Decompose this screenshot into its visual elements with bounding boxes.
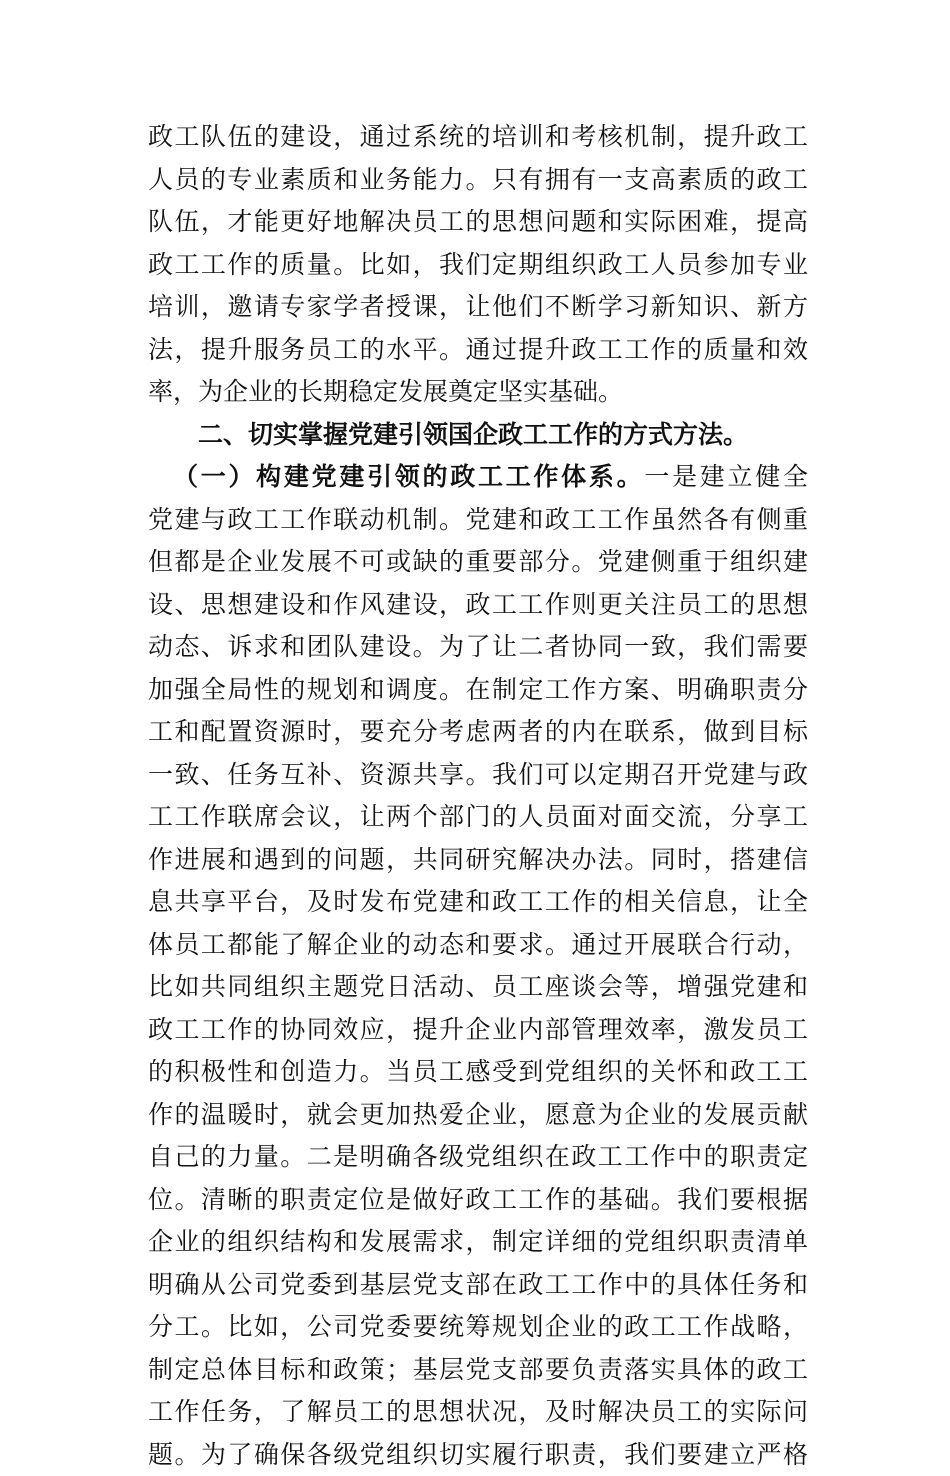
text-line: 但都是企业发展不可或缺的重要部分。党建侧重于组织建 bbox=[148, 541, 808, 584]
text-line: 比如共同组织主题党日活动、员工座谈会等，增强党建和 bbox=[148, 966, 808, 1009]
body-text bbox=[148, 116, 808, 1476]
text-line: 明确从公司党委到基层党支部在政工工作中的具体任务和 bbox=[148, 1264, 808, 1307]
text-line: 体员工都能了解企业的动态和要求。通过开展联合行动， bbox=[148, 924, 808, 967]
text-line: 工工作联席会议，让两个部门的人员面对面交流，分享工 bbox=[148, 796, 808, 839]
subsection-title: （一）构建党建引领的政工工作体系。 bbox=[173, 462, 644, 491]
subsection-first-line bbox=[148, 456, 808, 499]
text-line: 工作任务，了解员工的思想状况，及时解决员工的实际问 bbox=[148, 1391, 808, 1434]
section-heading: 二、切实掌握党建引领国企政工工作的方式方法。 bbox=[148, 414, 808, 457]
text-line: 的积极性和创造力。当员工感受到党组织的关怀和政工工 bbox=[148, 1051, 808, 1094]
text-line: 政工工作的质量。比如，我们定期组织政工人员参加专业 bbox=[148, 244, 808, 287]
text-line: 政工队伍的建设，通过系统的培训和考核机制，提升政工 bbox=[148, 116, 808, 159]
text-line: 动态、诉求和团队建设。为了让二者协同一致，我们需要 bbox=[148, 626, 808, 669]
text-line: 题。为了确保各级党组织切实履行职责，我们要建立严格 bbox=[148, 1434, 808, 1476]
text-line: 党建与政工工作联动机制。党建和政工工作虽然各有侧重 bbox=[148, 499, 808, 542]
text-line: 工和配置资源时，要充分考虑两者的内在联系，做到目标 bbox=[148, 711, 808, 754]
text-line: 队伍，才能更好地解决员工的思想问题和实际困难，提高 bbox=[148, 201, 808, 244]
subsection-first-line-rest: 一是建立健全 bbox=[644, 462, 808, 491]
text-line: 一致、任务互补、资源共享。我们可以定期召开党建与政 bbox=[148, 754, 808, 797]
text-line: 作进展和遇到的问题，共同研究解决办法。同时，搭建信 bbox=[148, 839, 808, 882]
text-line: 作的温暖时，就会更加热爱企业，愿意为企业的发展贡献 bbox=[148, 1094, 808, 1137]
text-line: 制定总体目标和政策；基层党支部要负责落实具体的政工 bbox=[148, 1349, 808, 1392]
text-line: 企业的组织结构和发展需求，制定详细的党组织职责清单 bbox=[148, 1221, 808, 1264]
text-line: 法，提升服务员工的水平。通过提升政工工作的质量和效 bbox=[148, 329, 808, 372]
text-line: 政工工作的协同效应，提升企业内部管理效率，激发员工 bbox=[148, 1009, 808, 1052]
text-line: 息共享平台，及时发布党建和政工工作的相关信息，让全 bbox=[148, 881, 808, 924]
text-line: 率，为企业的长期稳定发展奠定坚实基础。 bbox=[148, 371, 808, 414]
text-line: 人员的专业素质和业务能力。只有拥有一支高素质的政工 bbox=[148, 159, 808, 202]
text-line: 位。清晰的职责定位是做好政工工作的基础。我们要根据 bbox=[148, 1179, 808, 1222]
text-line: 培训，邀请专家学者授课，让他们不断学习新知识、新方 bbox=[148, 286, 808, 329]
text-line: 分工。比如，公司党委要统筹规划企业的政工工作战略， bbox=[148, 1306, 808, 1349]
text-line: 设、思想建设和作风建设，政工工作则更关注员工的思想 bbox=[148, 584, 808, 627]
text-line: 自己的力量。二是明确各级党组织在政工工作中的职责定 bbox=[148, 1136, 808, 1179]
text-line: 加强全局性的规划和调度。在制定工作方案、明确职责分 bbox=[148, 669, 808, 712]
